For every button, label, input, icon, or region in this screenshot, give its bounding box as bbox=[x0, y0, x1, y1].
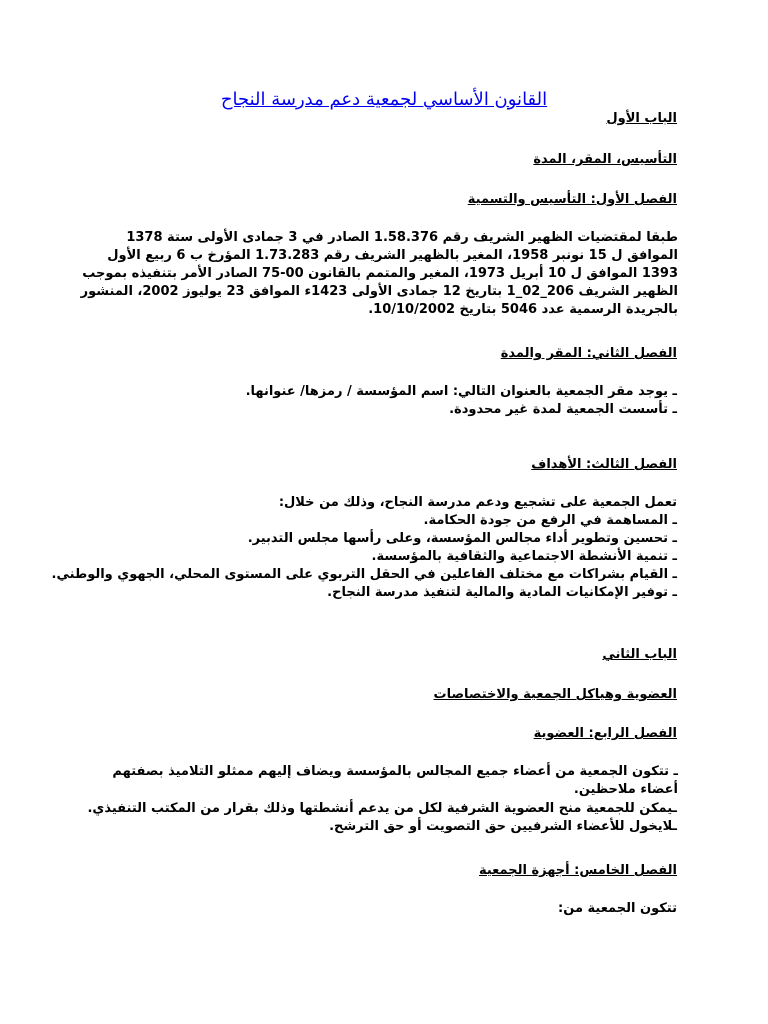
bab1-subtitle: التأسيس، المقر، المدة bbox=[533, 152, 677, 167]
bab1-label: الباب الأول bbox=[606, 111, 677, 126]
chapter4-item: ـيمكن للجمعية منح العضوية الشرفية لكل من يدعم أنشطتها وذلك بقرار من المكتب التنفيذي. bbox=[87, 801, 677, 816]
chapter3-heading: الفصل الثالث: الأهداف bbox=[531, 457, 677, 472]
chapter2-item: ـ يوجد مقر الجمعية بالعنوان التالي: اسم المؤسسة / رمزها/ عنوانها. bbox=[245, 384, 677, 399]
bab2-subtitle: العضوية وهياكل الجمعية والاختصاصات bbox=[433, 687, 677, 702]
chapter3-item: ـ توفير الإمكانيات المادية والمالية لتنفيذ مدرسة النجاح. bbox=[327, 585, 677, 600]
chapter1-text: طبقا لمقتضيات الظهير الشريف رقم 1.58.376 الصادر في 3 جمادى الأولى ستة 1378 الموافق ل 15 نونبر 1958، المغير بالظهير الشريف رقم 1.73.283 المؤرخ ب 6 ربيع الأول 1393 الموافق ل 10 أبريل 1973، المغير والمتمم بالقانون 00-75 الصادر الأمر بتنفيذه بموجب الظهير الشريف 206_02_1 بتاريخ 12 جمادى الأولى 1423ء الموافق 23 يوليوز 2002، المنشور بالجريدة الرسمية عدد 5046 بتاريخ 10/10/2002. bbox=[80, 230, 678, 317]
chapter5-intro: تتكون الجمعية من: bbox=[558, 901, 677, 916]
chapter3-item: ـ المساهمة في الرفع من جودة الحكامة. bbox=[423, 513, 677, 528]
chapter4-item: ـ تتكون الجمعية من أعضاء جميع المجالس بالمؤسسة ويضاف إليهم ممثلو التلاميذ بصفتهم أعضاء ملاحظين. bbox=[112, 764, 678, 797]
chapter3-item: ـ تنمية الأنشطة الاجتماعية والثقافية بالمؤسسة. bbox=[371, 549, 677, 564]
chapter5-heading: الفصل الخامس: أجهزة الجمعية bbox=[478, 863, 677, 878]
chapter1-heading: الفصل الأول: التأسيس والتسمية bbox=[467, 192, 677, 207]
chapter3-item: ـ تحسين وتطوير أداء مجالس المؤسسة، وعلى رأسها مجلس التدبير. bbox=[247, 531, 677, 546]
chapter2-item: ـ تأسست الجمعية لمدة غير محدودة. bbox=[449, 402, 677, 417]
bab2-label: الباب الثاني bbox=[602, 647, 677, 662]
chapter3-item: ـ القيام بشراكات مع مختلف الفاعلين في الحقل التربوي على المستوى المحلي، الجهوي والوطني. bbox=[51, 567, 677, 582]
chapter4-heading: الفصل الرابع: العضوية bbox=[533, 726, 677, 741]
chapter4-item: ـلايخول للأعضاء الشرفيين حق التصويت أو حق الترشح. bbox=[329, 819, 677, 834]
chapter3-intro: تعمل الجمعية على تشجيع ودعم مدرسة النجاح، وذلك من خلال: bbox=[278, 495, 677, 510]
chapter2-heading: الفصل الثاني: المقر والمدة bbox=[500, 346, 677, 361]
document-title[interactable]: القانون الأساسي لجمعية دعم مدرسة النجاح bbox=[220, 89, 548, 110]
